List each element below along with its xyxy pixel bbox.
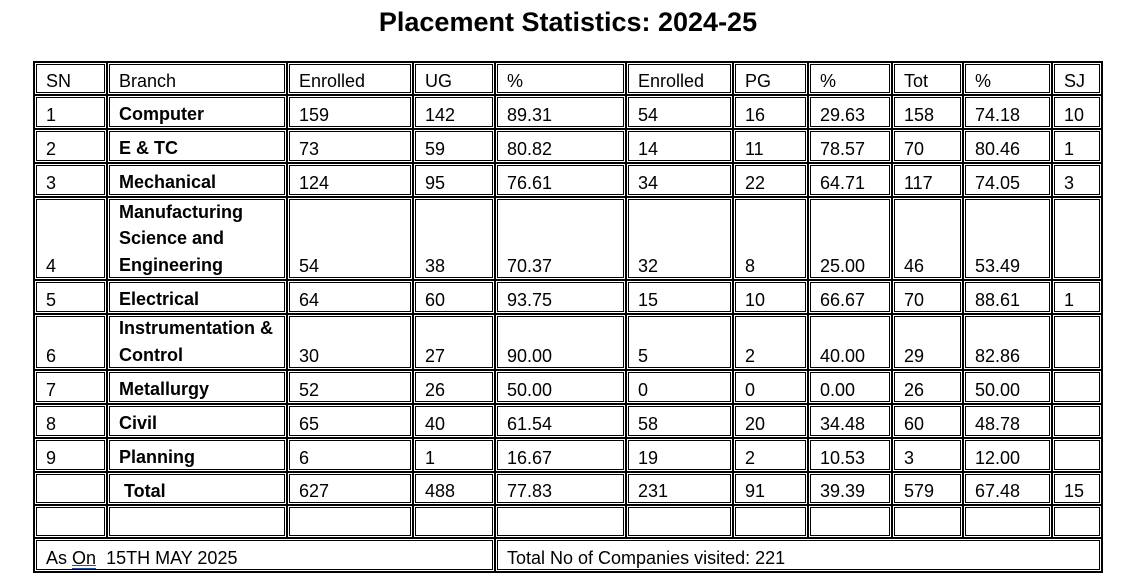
cell-branch: Mechanical (107, 163, 287, 197)
cell-sj (1052, 438, 1102, 472)
cell-tot-percent: 12.00 (963, 438, 1052, 472)
cell-pg: 10 (733, 280, 808, 314)
cell-pg-percent: 10.53 (808, 438, 892, 472)
cell-pg-percent: 40.00 (808, 314, 892, 370)
cell-ug: 95 (413, 163, 495, 197)
cell-ug-percent: 93.75 (495, 280, 626, 314)
table-row (34, 163, 1102, 197)
cell-sn: 2 (34, 129, 107, 163)
cell-ug-percent: 61.54 (495, 404, 626, 438)
empty-cell (287, 505, 413, 538)
cell-tot: 117 (892, 163, 963, 197)
empty-cell (34, 505, 107, 538)
cell-sj (1052, 314, 1102, 370)
cell-sn: 8 (34, 404, 107, 438)
cell-ug-enrolled: 124 (287, 163, 413, 197)
cell-sj: 1 (1052, 129, 1102, 163)
cell-sj: 1 (1052, 280, 1102, 314)
cell-ug: 38 (413, 197, 495, 280)
table-row (34, 370, 1102, 404)
total-pg-enrolled: 231 (626, 472, 733, 505)
cell-branch: Manufacturing Science and Engineering (107, 197, 287, 280)
cell-pg-enrolled: 0 (626, 370, 733, 404)
table-row (34, 314, 1102, 370)
cell-tot-percent: 53.49 (963, 197, 1052, 280)
cell-tot: 46 (892, 197, 963, 280)
cell-ug-percent: 80.82 (495, 129, 626, 163)
cell-sj (1052, 197, 1102, 280)
cell-branch: Civil (107, 404, 287, 438)
cell-tot-percent: 82.86 (963, 314, 1052, 370)
table-row (34, 438, 1102, 472)
total-label: Total (107, 472, 287, 505)
cell-sj: 3 (1052, 163, 1102, 197)
cell-sj (1052, 404, 1102, 438)
header-sj: SJ (1052, 62, 1102, 95)
cell-ug: 40 (413, 404, 495, 438)
cell-tot: 70 (892, 129, 963, 163)
blank-row (34, 505, 1102, 538)
header-ug-percent: % (495, 62, 626, 95)
empty-cell (1052, 505, 1102, 538)
cell-branch: Computer (107, 95, 287, 129)
cell-branch: Metallurgy (107, 370, 287, 404)
cell-pg-percent: 66.67 (808, 280, 892, 314)
cell-branch: E & TC (107, 129, 287, 163)
empty-cell (413, 505, 495, 538)
cell-tot-percent: 74.18 (963, 95, 1052, 129)
footer-row (34, 538, 1102, 572)
total-ug: 488 (413, 472, 495, 505)
as-on-date-value: 15TH MAY 2025 (106, 548, 238, 568)
cell-pg-percent: 34.48 (808, 404, 892, 438)
cell-pg-enrolled: 58 (626, 404, 733, 438)
table-row (34, 404, 1102, 438)
cell-pg-enrolled: 34 (626, 163, 733, 197)
cell-branch: Instrumentation & Control (107, 314, 287, 370)
cell-tot-percent: 88.61 (963, 280, 1052, 314)
cell-ug-percent: 70.37 (495, 197, 626, 280)
cell-tot-percent: 80.46 (963, 129, 1052, 163)
cell-branch: Planning (107, 438, 287, 472)
cell-ug-enrolled: 73 (287, 129, 413, 163)
table-row (34, 197, 1102, 280)
cell-tot: 60 (892, 404, 963, 438)
total-pg-pct: 39.39 (808, 472, 892, 505)
header-ug-enrolled: Enrolled (287, 62, 413, 95)
table-row (34, 95, 1102, 129)
header-ug: UG (413, 62, 495, 95)
cell-ug: 1 (413, 438, 495, 472)
cell-tot: 29 (892, 314, 963, 370)
cell-ug: 27 (413, 314, 495, 370)
cell-pg: 2 (733, 314, 808, 370)
empty-cell (963, 505, 1052, 538)
cell-ug-enrolled: 54 (287, 197, 413, 280)
cell-branch: Electrical (107, 280, 287, 314)
cell-tot-percent: 74.05 (963, 163, 1052, 197)
empty-cell (107, 505, 287, 538)
cell-ug: 26 (413, 370, 495, 404)
cell-sj: 10 (1052, 95, 1102, 129)
empty-cell (495, 505, 626, 538)
header-tot: Tot (892, 62, 963, 95)
empty-cell (892, 505, 963, 538)
as-on-prefix: As (46, 548, 68, 568)
header-pg: PG (733, 62, 808, 95)
cell-sn: 1 (34, 95, 107, 129)
total-pg: 91 (733, 472, 808, 505)
cell-sj (1052, 370, 1102, 404)
cell-pg: 16 (733, 95, 808, 129)
cell-ug-percent: 76.61 (495, 163, 626, 197)
total-ug-enrolled: 627 (287, 472, 413, 505)
total-ug-pct: 77.83 (495, 472, 626, 505)
cell-pg: 20 (733, 404, 808, 438)
cell-tot: 70 (892, 280, 963, 314)
cell-ug-enrolled: 64 (287, 280, 413, 314)
empty-cell (626, 505, 733, 538)
header-row (34, 62, 1102, 95)
cell-pg-percent: 0.00 (808, 370, 892, 404)
cell-tot: 158 (892, 95, 963, 129)
cell-tot-percent: 48.78 (963, 404, 1052, 438)
empty-cell (808, 505, 892, 538)
cell-ug-percent: 50.00 (495, 370, 626, 404)
placement-table (33, 61, 1103, 573)
cell-ug-enrolled: 65 (287, 404, 413, 438)
table-row (34, 129, 1102, 163)
as-on-date (34, 538, 495, 572)
cell-pg-enrolled: 32 (626, 197, 733, 280)
header-pg-enrolled: Enrolled (626, 62, 733, 95)
cell-pg-enrolled: 14 (626, 129, 733, 163)
header-tot-percent: % (963, 62, 1052, 95)
empty-cell (733, 505, 808, 538)
cell-pg-enrolled: 19 (626, 438, 733, 472)
cell-ug-enrolled: 159 (287, 95, 413, 129)
cell-sn: 4 (34, 197, 107, 280)
cell-pg: 11 (733, 129, 808, 163)
total-tot-pct: 67.48 (963, 472, 1052, 505)
cell-pg: 0 (733, 370, 808, 404)
header-branch: Branch (107, 62, 287, 95)
cell-pg: 8 (733, 197, 808, 280)
cell-pg-percent: 25.00 (808, 197, 892, 280)
total-sj: 15 (1052, 472, 1102, 505)
table-row (34, 280, 1102, 314)
as-on-word: On (72, 548, 97, 568)
cell-pg-percent: 78.57 (808, 129, 892, 163)
cell-pg: 22 (733, 163, 808, 197)
cell-ug: 60 (413, 280, 495, 314)
total-sn-empty (34, 472, 107, 505)
cell-tot-percent: 50.00 (963, 370, 1052, 404)
cell-sn: 6 (34, 314, 107, 370)
table-body (34, 62, 1102, 572)
cell-ug-percent: 89.31 (495, 95, 626, 129)
cell-sn: 5 (34, 280, 107, 314)
total-tot: 579 (892, 472, 963, 505)
page-title: Placement Statistics: 2024-25 (378, 7, 758, 37)
header-pg-percent: % (808, 62, 892, 95)
cell-sn: 7 (34, 370, 107, 404)
cell-ug-enrolled: 52 (287, 370, 413, 404)
cell-ug-enrolled: 30 (287, 314, 413, 370)
cell-pg-enrolled: 5 (626, 314, 733, 370)
cell-tot: 26 (892, 370, 963, 404)
cell-ug-percent: 16.67 (495, 438, 626, 472)
cell-sn: 9 (34, 438, 107, 472)
cell-pg-percent: 64.71 (808, 163, 892, 197)
cell-pg: 2 (733, 438, 808, 472)
companies-visited: Total No of Companies visited: 221 (495, 538, 1102, 572)
cell-tot: 3 (892, 438, 963, 472)
cell-sn: 3 (34, 163, 107, 197)
cell-ug: 59 (413, 129, 495, 163)
cell-pg-enrolled: 54 (626, 95, 733, 129)
cell-ug: 142 (413, 95, 495, 129)
cell-pg-enrolled: 15 (626, 280, 733, 314)
total-row (34, 472, 1102, 505)
cell-ug-percent: 90.00 (495, 314, 626, 370)
cell-pg-percent: 29.63 (808, 95, 892, 129)
cell-ug-enrolled: 6 (287, 438, 413, 472)
header-sn: SN (34, 62, 107, 95)
